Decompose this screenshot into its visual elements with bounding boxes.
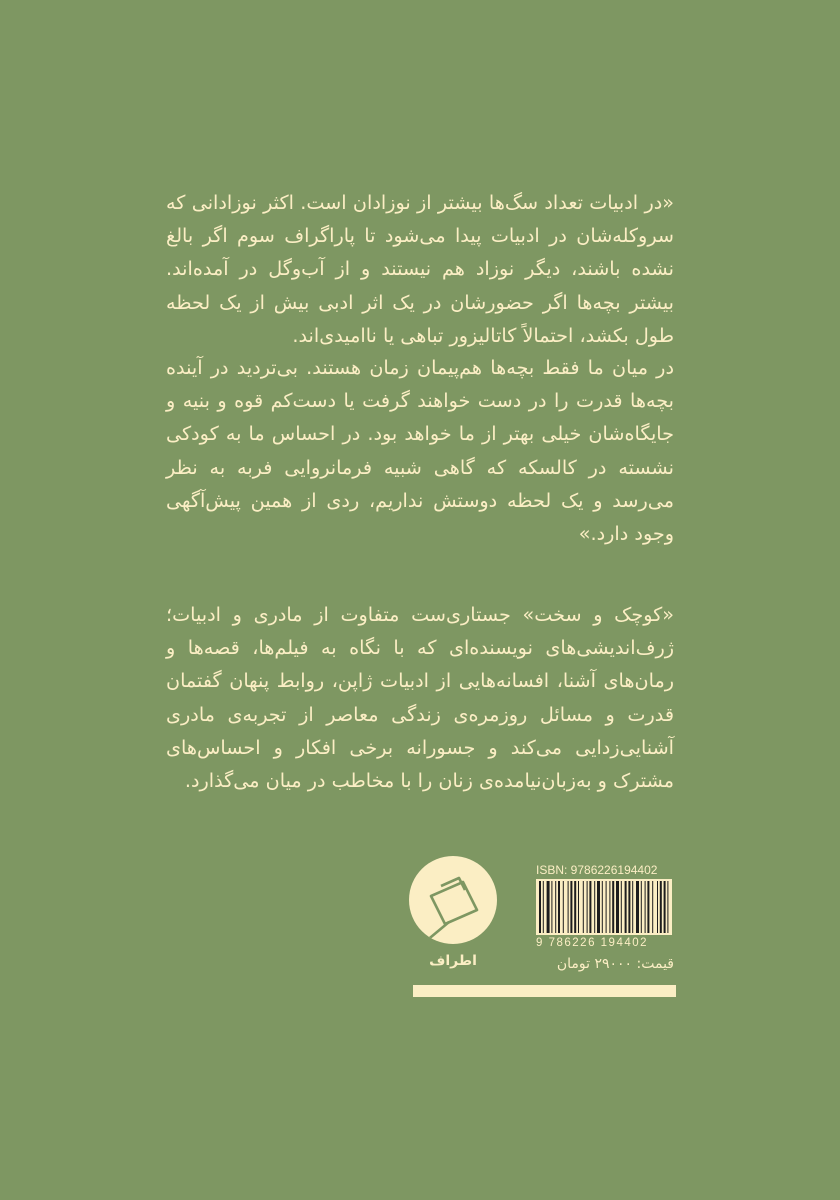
blurb-paragraph-3: «کوچک و سخت» جستاری‌ست متفاوت از مادری و ادبیات؛ ژرف‌اندیشی‌های نویسنده‌ای که با نگاه به فیلم‌ها، قصه‌ها و رمان‌های آشنا، افسانه‌هایی از ادبیات ژاپن، روابط پنهان گفتمان قدرت و مسائل روزمره‌ی زندگی معاصر از تجربه‌ی مادری آشنایی‌زدایی می‌کند و جسورانه برخی افکار و احساس‌های مشترک و به‌زبان‌نیامده‌ی زنان را با مخاطب در میان می‌گذارد. — [166, 603, 674, 793]
barcode-digits: 9 786226 194402 — [536, 937, 649, 949]
blurb-paragraph-1: «در ادبیات تعداد سگ‌ها بیشتر از نوزادان است. اکثر نوزادانی که سروکله‌شان در ادبیات پیدا می‌شود تا پاراگراف سوم اگر بالغ نشده باشند، دیگر نوزاد هم نیستند و از آب‌وگل در آمده‌اند. بیشتر بچه‌ها اگر حضورشان در یک اثر ادبی بیش از یک لحظه طول بکشد، احتمالاً کاتالیزور تباهی یا ناامیدی‌اند. — [166, 191, 674, 347]
blurb-paragraph-2: در میان ما فقط بچه‌ها هم‌پیمان زمان هستند. بی‌تردید در آینده بچه‌ها قدرت را در دست خواهند گرفت یا دست‌کم قوه و بنیه و جایگاه‌شان خیلی بهتر از ما خواهد بود. در احساس ما به کودکی نشسته در کالسکه که گاهی شبیه فرمانروایی فربه به نظر می‌رسد و یک لحظه دوستش نداریم، ردی از همین پیش‌آگهی وجود دارد.» — [166, 356, 674, 546]
barcode-icon — [536, 879, 672, 935]
price-label: قیمت: ۲۹۰۰۰ تومان — [556, 956, 674, 972]
isbn-barcode — [536, 863, 676, 949]
isbn-label: ISBN: 9786226194402 — [536, 863, 658, 877]
publisher-name: اطراف — [429, 953, 477, 969]
publisher-logo-icon — [409, 856, 497, 944]
decorative-bar — [413, 985, 676, 997]
